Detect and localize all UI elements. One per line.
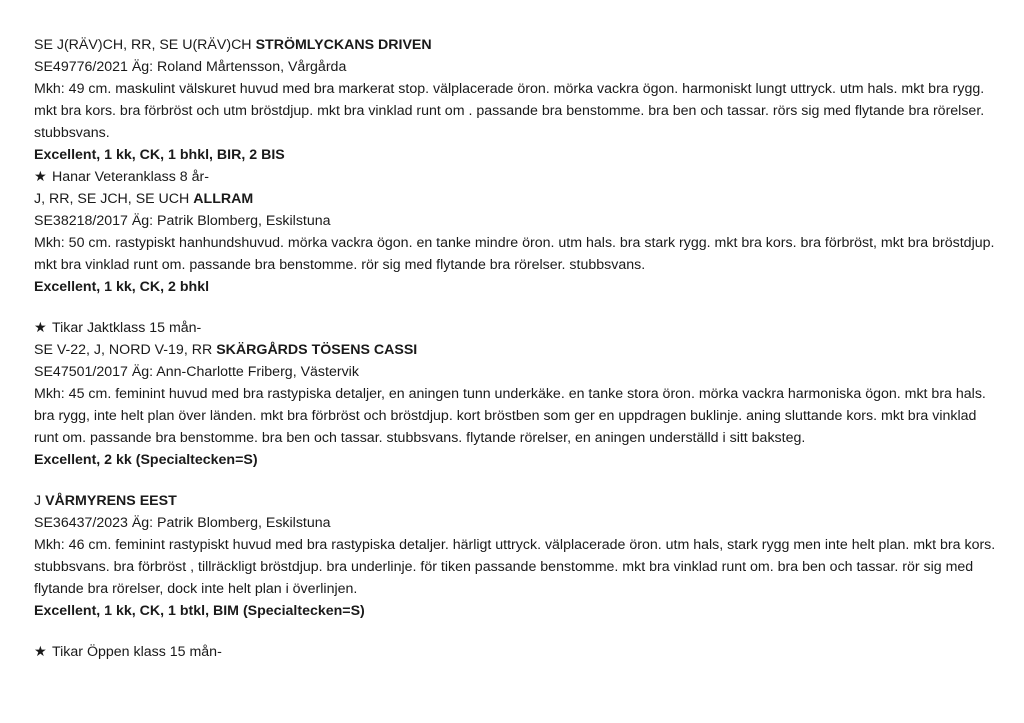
dog-name: SKÄRGÅRDS TÖSENS CASSI	[216, 342, 418, 358]
dog-name: STRÖMLYCKANS DRIVEN	[255, 37, 432, 53]
result-text: Excellent, 1 kk, CK, 2 bhkl	[34, 279, 210, 295]
critique-text: Mkh: 50 cm. rastypiskt hanhundshuvud. mörka vackra ögon. en tanke mindre öron. utm hals. bra stark rygg. mkt bra kors. bra förbröst, mkt bra bröstdjup. mkt bra vinklad runt om. passande bra benstomme. rör sig med flytande bra rörelser. stubbsvans.	[34, 235, 995, 273]
class-header-open-females	[34, 641, 994, 663]
dog-name: VÅRMYRENS EEST	[45, 493, 177, 509]
star-icon: ★	[34, 320, 47, 336]
registration-owner: SE49776/2021 Äg: Roland Mårtensson, Vårgårda	[34, 59, 347, 75]
registration-owner: SE47501/2017 Äg: Ann-Charlotte Friberg, Västervik	[34, 364, 359, 380]
class-label: Tikar Jaktklass 15 mån-	[52, 320, 202, 336]
dog-titles: SE J(RÄV)CH, RR, SE U(RÄV)CH	[34, 37, 252, 53]
entry-header	[34, 188, 994, 210]
class-label: Tikar Öppen klass 15 mån-	[52, 644, 222, 660]
entry-header	[34, 490, 994, 512]
dog-entry	[34, 34, 994, 166]
critique-text: Mkh: 49 cm. maskulint välskuret huvud med bra markerat stop. välplacerade öron. mörka vackra ögon. harmoniskt lungt uttryck. utm hals. mkt bra rygg. mkt bra kors. bra förbröst och utm bröstdjup. mkt bra vinklad runt om . passande bra benstomme. bra ben och tassar. rörs sig med flytande bra rörelser. stubbsvans.	[34, 81, 985, 141]
dog-name: ALLRAM	[193, 191, 254, 207]
dog-titles: J, RR, SE JCH, SE UCH	[34, 191, 190, 207]
critique-text: Mkh: 46 cm. feminint rastypiskt huvud med bra rastypiska detaljer. härligt uttryck. välplacerade öron. utm hals, stark rygg men inte helt plan. mkt bra kors. stubbsvans. bra förbröst , tillräckligt bröstdjup. bra underlinje. för tiken passande benstomme. mkt bra vinklad runt om. bra ben och tassar. rör sig med flytande bra rörelser, dock inte helt plan i överlinjen.	[34, 537, 996, 597]
results-document	[34, 34, 994, 663]
class-header-veteran-males	[34, 166, 994, 188]
dog-entry	[34, 188, 994, 298]
star-icon: ★	[34, 169, 47, 185]
registration-owner: SE38218/2017 Äg: Patrik Blomberg, Eskilstuna	[34, 213, 331, 229]
entry-header	[34, 34, 994, 56]
dog-entry	[34, 490, 994, 622]
registration-owner: SE36437/2023 Äg: Patrik Blomberg, Eskilstuna	[34, 515, 331, 531]
spacer	[34, 298, 994, 317]
dog-entry	[34, 339, 994, 471]
dog-titles: J	[34, 493, 42, 509]
class-label: Hanar Veteranklass 8 år-	[52, 169, 209, 185]
spacer	[34, 622, 994, 641]
spacer	[34, 471, 994, 490]
result-text: Excellent, 2 kk (Specialtecken=S)	[34, 452, 258, 468]
result-text: Excellent, 1 kk, CK, 1 btkl, BIM (Specialtecken=S)	[34, 603, 365, 619]
class-header-hunting-females	[34, 317, 994, 339]
dog-titles: SE V-22, J, NORD V-19, RR	[34, 342, 213, 358]
star-icon: ★	[34, 644, 47, 660]
entry-header	[34, 339, 994, 361]
critique-text: Mkh: 45 cm. feminint huvud med bra rastypiska detaljer, en aningen tunn underkäke. en tanke stora öron. mörka vackra harmoniska ögon. mkt bra hals. bra rygg, inte helt plan över länden. mkt bra förbröst och bröstdjup. kort bröstben som ger en uppdragen buklinje. aning sluttande kors. mkt bra vinklad runt om. passande bra benstomme. bra ben och tassar. stubbsvans. flytande rörelser, en aningen underställd i sitt baksteg.	[34, 386, 986, 446]
result-text: Excellent, 1 kk, CK, 1 bhkl, BIR, 2 BIS	[34, 147, 285, 163]
